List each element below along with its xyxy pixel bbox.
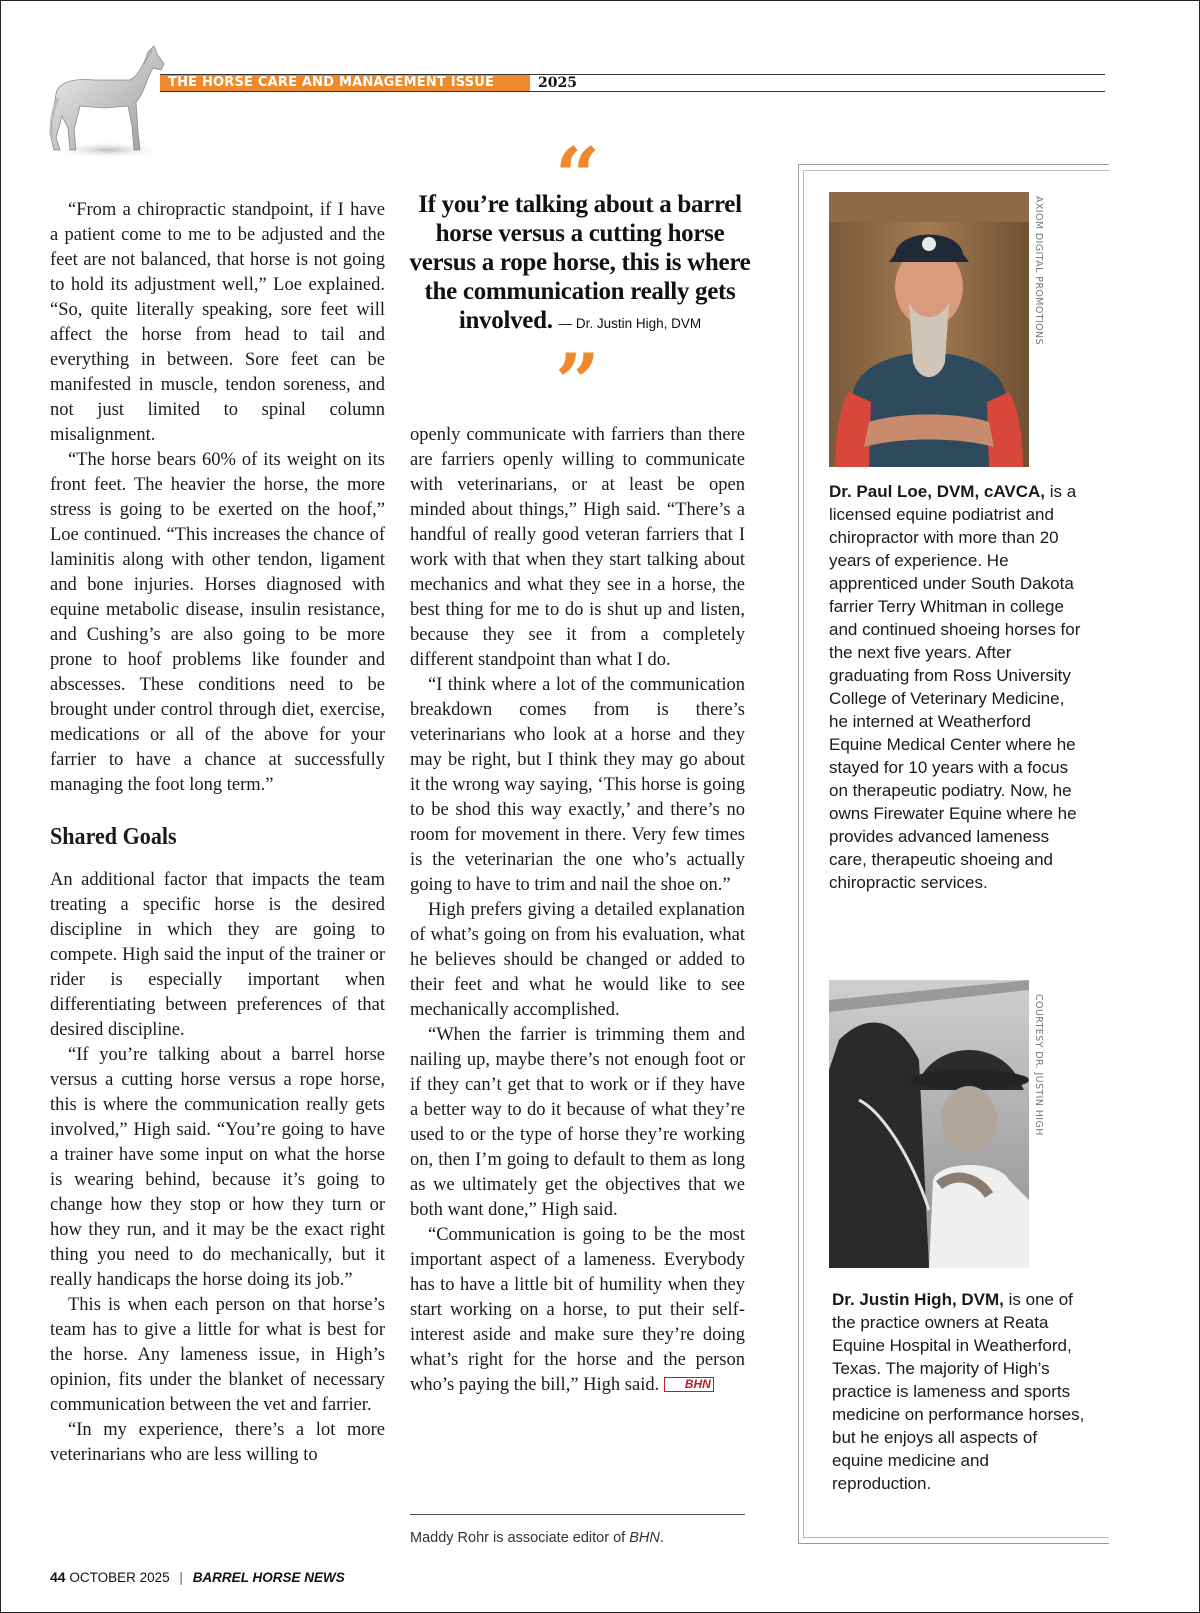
bio-name: Dr. Paul Loe, DVM, cAVCA, xyxy=(829,482,1046,501)
paragraph: “If you’re talking about a barrel horse versus a cutting horse versus a rope horse, this is where the communication really gets involved,” High said. “You’re going to have a trainer have some input on what the horse is wearing behind, because it’s going to change how they stop or how they turn or how they run, and it may be the exact right thing you need to do mechanically, but it really handicaps the horse doing its job.” xyxy=(50,1045,385,1290)
issue-title-tag: THE HORSE CARE AND MANAGEMENT ISSUE xyxy=(160,75,530,91)
bio-text: is one of the practice owners at Reata Equine Hospital in Weatherford, Texas. The majority of High’s practice is lameness and sports medicine on performance horses, but he enjoys all aspects of equine medicine and reproduction. xyxy=(832,1290,1085,1493)
subheading: Shared Goals xyxy=(50,824,177,850)
issue-date: OCTOBER 2025 xyxy=(69,1570,170,1585)
paragraph: “In my experience, there’s a lot more veterinarians who are less willing to xyxy=(50,1420,385,1465)
bio-name: Dr. Justin High, DVM, xyxy=(832,1290,1004,1309)
close-quote-icon: ” xyxy=(555,337,600,428)
byline-end: . xyxy=(659,1530,664,1546)
paragraph: High prefers giving a detailed explanation of what’s going on from his evaluation, what he believes should be changed or added to their feet and what he would like to see mechanically accomplished. xyxy=(410,900,745,1020)
pull-quote xyxy=(405,190,755,338)
header-rule-bottom xyxy=(160,91,1105,92)
page-footer xyxy=(50,1569,345,1585)
photo-credit: COURTESY DR. JUSTIN HIGH xyxy=(1033,994,1044,1136)
byline-magazine: BHN xyxy=(629,1530,660,1546)
photo-credit: AXIOM DIGITAL PROMOTIONS xyxy=(1033,196,1044,345)
bio-paul-loe xyxy=(829,480,1084,894)
bio-text: is a licensed equine podiatrist and chiropractor with more than 20 years of experience. He apprenticed under South Dakota farrier Terry Whitman in college and continued shoeing horses for the next five years. After graduating from Ross University College of Veterinary Medicine, he interned at Weatherford Equine Medical Center where he stayed for 10 years with a focus on therapeutic podiatry. Now, he owns Firewater Equine where he provides advanced lameness care, therapeutic shoeing and chiropractic services. xyxy=(829,482,1081,892)
paragraph xyxy=(410,1223,745,1398)
page-number: 44 xyxy=(50,1569,66,1585)
paragraph: “When the farrier is trimming them and nailing up, maybe there’s not enough foot or if they can’t get that to work or if they have a better way to do it because of what they’re used to or the type of horse they’re working on, then I’m going to default to them as long as we ultimately get the objectives that we both want done,” High said. xyxy=(410,1025,745,1220)
footer-separator: | xyxy=(179,1570,183,1585)
paragraph: openly communicate with farriers than there are farriers openly willing to communicate with veterinarians, or at least be open minded about things,” High said. “There’s a handful of really good veteran farriers that I work with that when they start talking about mechanics and what they see in a horse, the best thing for me to do is shut up and listen, because they see it from a completely different standpoint than what I do. xyxy=(410,425,745,670)
magazine-name: BARREL HORSE NEWS xyxy=(192,1570,345,1585)
pull-quote-attribution: — Dr. Justin High, DVM xyxy=(558,316,702,331)
paragraph: An additional factor that impacts the team treating a specific horse is the desired discipline in which they are going to compete. High said the input of the trainer or rider is especially important when differentiating between preferences of that desired discipline. xyxy=(50,870,385,1040)
paragraph: “From a chiropractic standpoint, if I have a patient come to me to be adjusted and the feet are not balanced, that horse is not going to hold its adjustment well,” Loe explained. “So, quite literally speaking, sore feet will affect the horse from head to tail and everything in between. Sore feet can be manifested in muscle, tendon soreness, and not just limited to spinal column misalignment. xyxy=(50,200,385,445)
photo-justin-high xyxy=(829,980,1029,1268)
byline-text: Maddy Rohr is associate editor of xyxy=(410,1530,630,1546)
paragraph-text: “Communication is going to be the most important aspect of a lameness. Everybody has to have a little bit of humility when they start working on a horse, to put their self-interest aside and make sure they’re doing what’s right for the horse and the person who’s paying the bill,” High said. xyxy=(410,1225,745,1395)
paragraph: This is when each person on that horse’s team has to give a little for what is best for the horse. Any lameness issue, in High’s opinion, fits under the blanket of necessary communication between the vet and farrier. xyxy=(50,1295,385,1415)
paragraph: “The horse bears 60% of its weight on its front feet. The heavier the horse, the more stress is going to be exerted on the hoof,” Loe continued. “This increases the chance of laminitis along with other tendon, ligament and bone injuries. Horses diagnosed with equine metabolic disease, insulin resistance, and Cushing’s are also going to be more prone to hoof problems like founder and abscesses. These conditions need to be brought under control through diet, exercise, medications or all of the above for your farrier to have a chance at successfully managing the foot long term.” xyxy=(50,450,385,795)
paragraph: “I think where a lot of the communication breakdown comes from is there’s veterinarians who look at a horse and they may be right, but I think they may go about it the wrong way saying, ‘This horse is going to be shod this way exactly,’ and there’s no room for movement in there. Very few times is the veterinarian the one who’s actually going to have to trim and nail the shoe on.” xyxy=(410,675,745,895)
photo-paul-loe xyxy=(829,192,1029,467)
byline-rule xyxy=(410,1514,745,1515)
horse-illustration xyxy=(44,42,169,167)
open-quote-icon: “ xyxy=(555,131,600,222)
article-column-1 xyxy=(50,198,385,1468)
bhn-end-logo: BHN xyxy=(664,1377,714,1392)
pull-quote-text: If you’re talking about a barrel horse versus a cutting horse versus a rope horse, this is where the communication really gets involved. xyxy=(409,191,751,334)
author-byline xyxy=(410,1530,664,1546)
bio-justin-high xyxy=(832,1288,1087,1495)
issue-year: 2025 xyxy=(538,75,577,91)
article-column-2 xyxy=(410,423,745,1398)
